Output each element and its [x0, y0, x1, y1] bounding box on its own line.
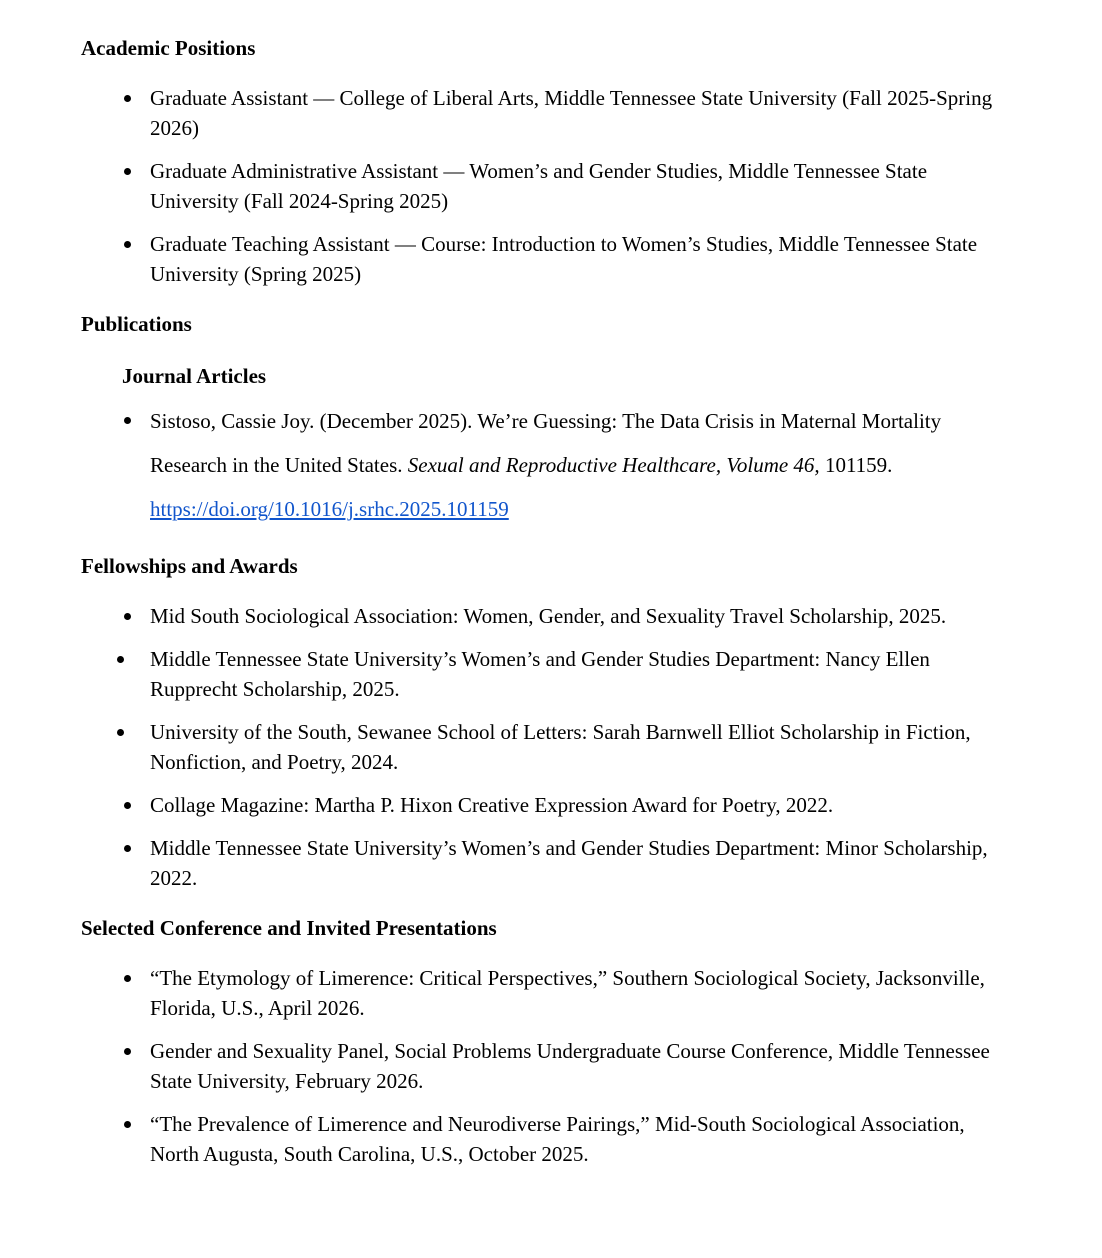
doi-link[interactable]: https://doi.org/10.1016/j.srhc.2025.101159	[150, 497, 509, 521]
section-heading-publications: Publications	[81, 312, 192, 336]
list-item	[81, 717, 1008, 777]
list-item-text: University of the South, Sewanee School of Letters: Sarah Barnwell Elliot Scholarship in Fiction, Nonfiction, and Poetry, 2024.	[150, 720, 971, 774]
list-item-text: Mid South Sociological Association: Women, Gender, and Sexuality Travel Scholarship, 2025.	[150, 604, 947, 628]
citation-pages: 101159.	[819, 453, 893, 477]
list-item-text: Graduate Administrative Assistant — Women’s and Gender Studies, Middle Tennessee State University (Fall 2024-Spring 2025)	[150, 159, 928, 213]
bullet-icon	[124, 168, 131, 175]
list-item	[81, 1036, 1008, 1096]
bullet-icon	[117, 729, 124, 736]
academic-positions-list	[81, 83, 1008, 289]
list-item	[81, 229, 1008, 289]
section-heading-academic-positions: Academic Positions	[81, 36, 256, 60]
list-item	[81, 644, 1008, 704]
section-heading-fellowships-awards: Fellowships and Awards	[81, 554, 298, 578]
presentations-list	[81, 963, 1008, 1169]
bullet-icon	[124, 613, 131, 620]
bullet-icon	[124, 417, 131, 424]
list-item-text: Collage Magazine: Martha P. Hixon Creative Expression Award for Poetry, 2022.	[150, 793, 834, 817]
bullet-icon	[117, 656, 124, 663]
list-item-text: Middle Tennessee State University’s Women’s and Gender Studies Department: Minor Scholarship, 2022.	[150, 836, 988, 890]
subsection-heading-journal-articles: Journal Articles	[122, 364, 267, 388]
journal-article-citation	[150, 399, 1008, 531]
bullet-icon	[124, 1121, 131, 1128]
list-item-text: “The Prevalence of Limerence and Neurodiverse Pairings,” Mid-South Sociological Association, North Augusta, South Carolina, U.S., October 2025.	[150, 1112, 965, 1166]
list-item	[81, 83, 1008, 143]
bullet-icon	[124, 95, 131, 102]
section-heading-presentations: Selected Conference and Invited Presentations	[81, 916, 497, 940]
bullet-icon	[124, 802, 131, 809]
list-item	[81, 790, 1008, 820]
list-item	[81, 833, 1008, 893]
list-item-text: Graduate Teaching Assistant — Course: Introduction to Women’s Studies, Middle Tennessee State University (Spring 2025)	[150, 232, 978, 286]
list-item	[81, 963, 1008, 1023]
list-item	[81, 1109, 1008, 1169]
bullet-icon	[124, 845, 131, 852]
list-item-text: Graduate Assistant — College of Liberal Arts, Middle Tennessee State University (Fall 2025-Spring 2026)	[150, 86, 993, 140]
list-item-text: “The Etymology of Limerence: Critical Perspectives,” Southern Sociological Society, Jacksonville, Florida, U.S., April 2026.	[150, 966, 985, 1020]
bullet-icon	[124, 1048, 131, 1055]
list-item	[81, 601, 1008, 631]
journal-articles-list	[81, 399, 1008, 531]
list-item	[81, 156, 1008, 216]
journal-title-italic: Sexual and Reproductive Healthcare, Volume 46,	[407, 453, 820, 477]
fellowships-awards-list	[81, 601, 1008, 893]
citation-text: Sistoso, Cassie Joy. (December 2025). We’re Guessing: The Data Crisis in Maternal Mortality Research in the United States.	[150, 409, 942, 477]
list-item-text: Middle Tennessee State University’s Women’s and Gender Studies Department: Nancy Ellen Rupprecht Scholarship, 2025.	[150, 647, 930, 701]
bullet-icon	[124, 241, 131, 248]
list-item-text: Gender and Sexuality Panel, Social Problems Undergraduate Course Conference, Middle Tennessee State University, February 2026.	[150, 1039, 990, 1093]
bullet-icon	[124, 975, 131, 982]
list-item	[81, 399, 1008, 531]
